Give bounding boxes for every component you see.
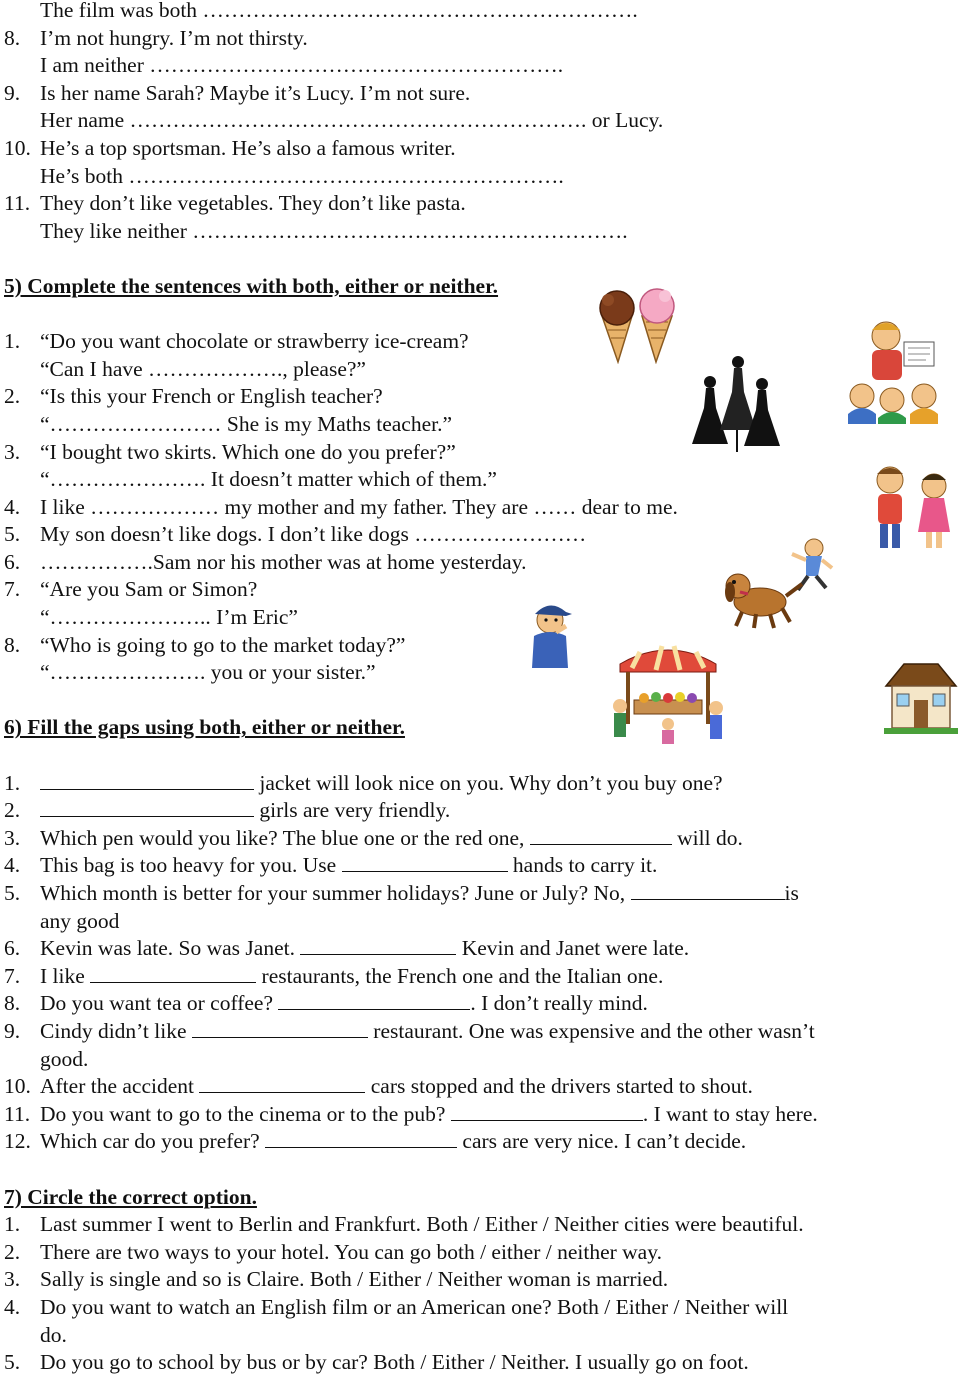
list-item <box>4 1046 944 1074</box>
item-number: 12. <box>4 1129 31 1154</box>
list-item <box>4 1294 944 1322</box>
item-number: 2. <box>4 798 21 823</box>
list-item <box>4 880 944 908</box>
item-text: They don’t like vegetables. They don’t like pasta. <box>40 191 466 216</box>
item-text <box>40 1073 753 1101</box>
item-text <box>40 935 689 963</box>
item-number: 4. <box>4 494 21 519</box>
section-7-title: 7) Circle the correct option. <box>4 1184 257 1209</box>
list-item <box>4 1128 944 1156</box>
item-text: “Can I have ………………., please?” <box>40 356 366 381</box>
market-stall-illustration <box>612 640 724 744</box>
item-number: 9. <box>4 1018 21 1043</box>
item-text: “…………………… She is my Maths teacher.” <box>40 411 453 436</box>
item-text: Her name ………………………………………………………. or Lucy. <box>40 108 664 133</box>
item-number: 10. <box>4 135 31 160</box>
list-item <box>4 1239 944 1267</box>
answer-blank[interactable] <box>40 771 254 790</box>
answer-blank[interactable] <box>90 964 256 983</box>
list-item <box>4 1211 944 1239</box>
item-number: 8. <box>4 632 21 657</box>
list-item <box>4 935 944 963</box>
section-5-title: 5) Complete the sentences with both, either or neither. <box>4 273 499 298</box>
item-text-part: Do you want to go to the cinema or to the pub? <box>40 1101 451 1126</box>
item-text: He’s a top sportsman. He’s also a famous writer. <box>40 135 456 160</box>
item-text: I am neither …………………………………………………. <box>40 53 564 78</box>
item-number: 3. <box>4 825 21 850</box>
item-text: “Is this your French or English teacher? <box>40 384 383 409</box>
list-item <box>4 190 944 218</box>
item-text: “Do you want chocolate or strawberry ice-cream? <box>40 329 469 354</box>
item-number: 11. <box>4 191 31 216</box>
list-item <box>4 990 944 1018</box>
item-text-part: good. <box>40 1046 89 1071</box>
item-text <box>40 990 648 1018</box>
item-text-part: cars stopped and the drivers started to shout. <box>365 1074 753 1099</box>
item-text: They like neither ……………………………………………………. <box>40 218 628 243</box>
item-text: I’m not hungry. I’m not thirsty. <box>40 25 308 50</box>
list-item <box>4 659 944 687</box>
item-number: 4. <box>4 1294 21 1319</box>
list-item <box>4 797 944 825</box>
list-item <box>4 328 944 356</box>
list-item <box>4 852 944 880</box>
list-item <box>4 770 944 798</box>
item-text-part: Which month is better for your summer holidays? June or July? No, <box>40 881 631 905</box>
list-item <box>4 632 944 660</box>
item-number: 5. <box>4 1350 21 1375</box>
item-text-part: Do you want tea or coffee? <box>40 991 279 1016</box>
item-text <box>40 1101 818 1129</box>
item-number: 3. <box>4 439 21 464</box>
item-number: 5. <box>4 881 21 905</box>
list-item <box>4 356 944 384</box>
answer-blank[interactable] <box>300 936 456 955</box>
item-text: There are two ways to your hotel. You can go both / either / neither way. <box>40 1239 662 1264</box>
item-text-part: girls are very friendly. <box>254 798 451 823</box>
item-text: “I bought two skirts. Which one do you prefer?” <box>40 439 456 464</box>
item-number: 6. <box>4 936 21 961</box>
item-text <box>40 880 799 908</box>
section-4-continuation <box>4 0 944 245</box>
item-text-part: Cindy didn’t like <box>40 1018 192 1043</box>
list-item <box>4 963 944 991</box>
item-number: 1. <box>4 1212 21 1237</box>
list-item <box>4 1349 944 1377</box>
list-item <box>4 135 944 163</box>
item-number: 2. <box>4 1239 21 1264</box>
list-item <box>4 80 944 108</box>
item-text <box>40 963 663 991</box>
list-item <box>4 439 944 467</box>
item-text <box>40 797 450 825</box>
item-text: do. <box>40 1322 67 1347</box>
item-text-part: will do. <box>671 825 743 850</box>
item-text: “Are you Sam or Simon? <box>40 577 258 602</box>
answer-blank[interactable] <box>40 798 254 817</box>
list-item <box>4 25 944 53</box>
item-text <box>40 770 723 798</box>
item-text: …………….Sam nor his mother was at home yesterday. <box>40 549 527 574</box>
item-text-part: restaurant. One was expensive and the other wasn’t <box>367 1018 815 1043</box>
list-item <box>4 1322 944 1350</box>
item-number: 7. <box>4 577 21 602</box>
item-number: 4. <box>4 853 21 878</box>
item-number: 9. <box>4 80 21 105</box>
item-text-part: is <box>784 881 799 905</box>
teacher-with-pupils-illustration <box>846 314 946 424</box>
item-number: 6. <box>4 549 21 574</box>
item-text-part: restaurants, the French one and the Italian one. <box>256 963 664 988</box>
item-number: 7. <box>4 963 21 988</box>
item-text: Do you want to watch an English film or an American one? Both / Either / Neither will <box>40 1294 789 1319</box>
item-text-part: Kevin and Janet were late. <box>456 936 690 961</box>
item-text: Last summer I went to Berlin and Frankfurt. Both / Either / Neither cities were beautiful. <box>40 1212 804 1237</box>
small-house-illustration <box>884 660 958 734</box>
item-text: Do you go to school by bus or by car? Both / Either / Neither. I usually go on foot. <box>40 1350 749 1375</box>
list-item <box>4 1018 944 1046</box>
answer-blank[interactable] <box>265 1129 457 1148</box>
answer-blank[interactable] <box>631 881 785 900</box>
list-item <box>4 466 944 494</box>
item-number: 10. <box>4 1074 31 1099</box>
section-6-title: 6) Fill the gaps using both, either or neither. <box>4 715 405 740</box>
two-children-illustration <box>860 462 960 552</box>
item-text-part: After the accident <box>40 1074 200 1099</box>
ice-cream-cones-illustration <box>596 286 688 364</box>
item-text <box>40 1018 815 1046</box>
list-item <box>4 1266 944 1294</box>
item-text: He’s both ……………………………………………………. <box>40 163 564 188</box>
list-item <box>4 52 944 80</box>
item-number: 1. <box>4 770 21 795</box>
list-item <box>4 825 944 853</box>
item-text-part: Kevin was late. So was Janet. <box>40 936 301 961</box>
item-text: “………………….. I’m Eric” <box>40 605 298 630</box>
item-number: 11. <box>4 1101 31 1126</box>
answer-blank[interactable] <box>342 853 508 872</box>
list-item <box>4 383 944 411</box>
list-item <box>4 0 944 25</box>
item-text-part: . I want to stay here. <box>642 1101 818 1126</box>
item-text: “…………………. you or your sister.” <box>40 660 376 685</box>
list-item <box>4 494 944 522</box>
item-text <box>40 1128 746 1156</box>
item-text <box>40 825 743 853</box>
list-item <box>4 411 944 439</box>
item-text <box>40 852 657 880</box>
answer-blank[interactable] <box>192 1019 368 1038</box>
answer-blank[interactable] <box>530 826 672 845</box>
list-item <box>4 163 944 191</box>
list-item <box>4 908 944 936</box>
item-text-part: I like <box>40 963 91 988</box>
item-number: 8. <box>4 25 21 50</box>
item-text: “Who is going to go to the market today?” <box>40 632 406 657</box>
list-item <box>4 218 944 246</box>
item-text-part: hands to carry it. <box>507 853 658 878</box>
women-in-skirts-silhouettes-illustration <box>686 352 782 456</box>
list-item <box>4 1073 944 1101</box>
item-number: 5. <box>4 522 21 547</box>
item-text-part: . I don’t really mind. <box>470 991 648 1016</box>
item-text <box>40 1046 88 1074</box>
section-6-list <box>4 770 944 1156</box>
item-text: I like ……………… my mother and my father. They are …… dear to me. <box>40 494 678 519</box>
answer-blank[interactable] <box>451 1102 643 1121</box>
dog-chasing-boy-illustration <box>722 534 834 630</box>
item-text <box>40 908 119 936</box>
item-text: The film was both ……………………………………………………. <box>40 0 638 22</box>
item-text-part: jacket will look nice on you. Why don’t you buy one? <box>254 770 723 795</box>
section-7-list <box>4 1211 944 1377</box>
answer-blank[interactable] <box>278 991 470 1010</box>
item-text-part: any good <box>40 908 120 933</box>
item-text-part: cars are very nice. I can’t decide. <box>457 1129 747 1154</box>
worksheet-page <box>4 0 944 1377</box>
item-number: 8. <box>4 991 21 1016</box>
item-text-part: Which pen would you like? The blue one or the red one, <box>40 825 530 850</box>
list-item <box>4 1101 944 1129</box>
item-text-part: This bag is too heavy for you. Use <box>40 853 342 878</box>
answer-blank[interactable] <box>199 1074 365 1093</box>
item-text: Is her name Sarah? Maybe it’s Lucy. I’m not sure. <box>40 80 471 105</box>
item-number: 2. <box>4 384 21 409</box>
item-text: “…………………. It doesn’t matter which of them.” <box>40 467 497 492</box>
item-text: Sally is single and so is Claire. Both / Either / Neither woman is married. <box>40 1267 669 1292</box>
list-item <box>4 107 944 135</box>
item-number: 1. <box>4 329 21 354</box>
item-text-part: Which car do you prefer? <box>40 1129 266 1154</box>
boy-in-cap-illustration <box>526 598 576 668</box>
section-5-list <box>4 328 944 687</box>
item-number: 3. <box>4 1267 21 1292</box>
item-text: My son doesn’t like dogs. I don’t like dogs …………………… <box>40 522 587 547</box>
